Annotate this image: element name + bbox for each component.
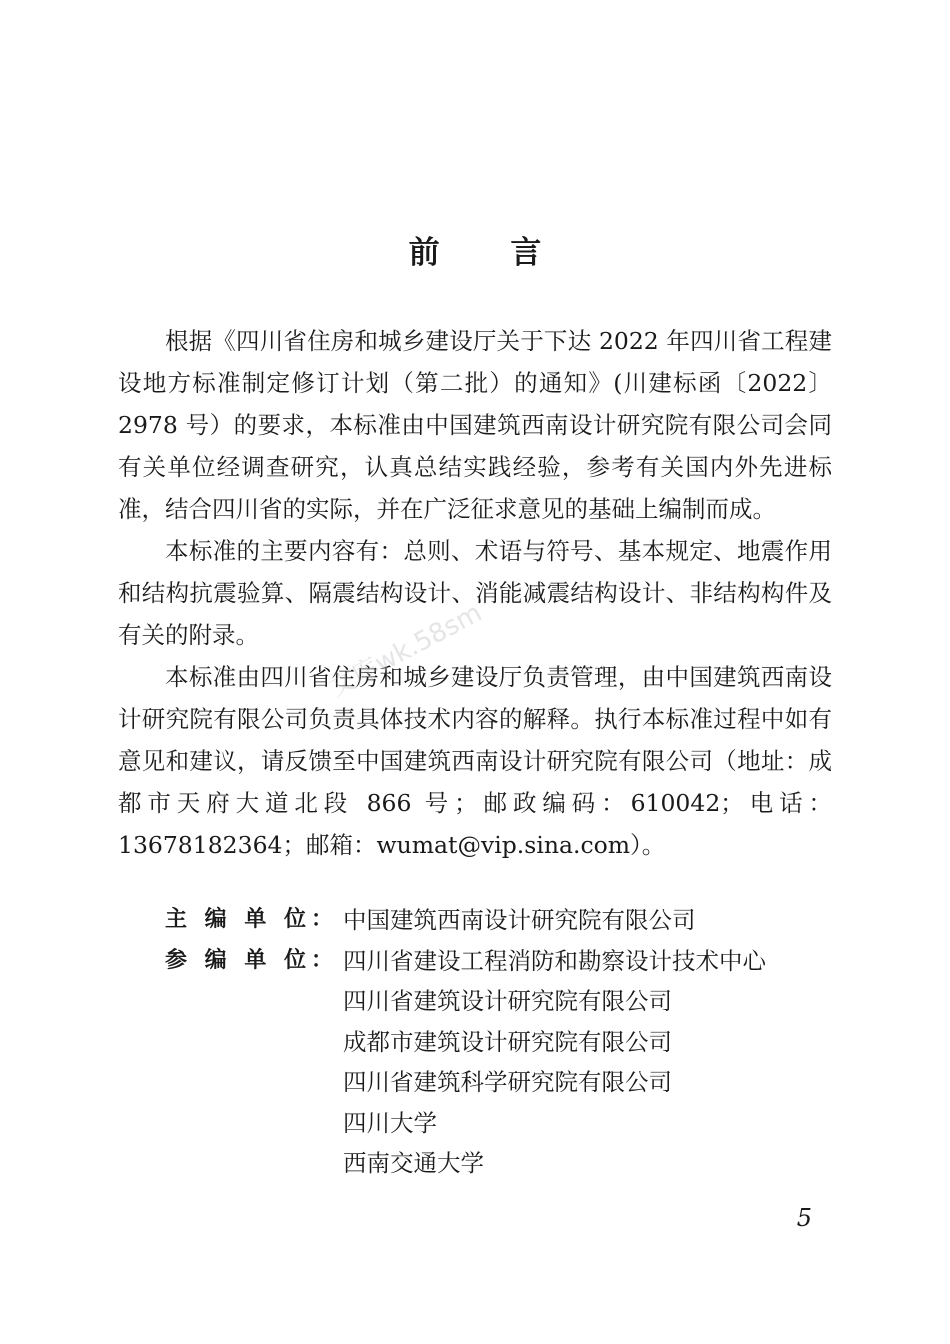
chief-editor-label: 主 编 单 位： <box>165 907 338 932</box>
paragraph-management: 本标准由四川省住房和城乡建设厅负责管理，由中国建筑西南设计研究院有限公司负责具体技术内容的解释。执行本标准过程中如有意见和建议，请反馈至中国建筑西南设计研究院有限公司（地址：成都市天府大道北段 866 号；邮政编码：610042；电话：13678182364；邮箱：wumat@vip.sina.com）。 <box>118 663 832 859</box>
participating-editor-unit: 成都市建筑设计研究院有限公司 <box>343 1027 672 1056</box>
participating-editor-unit: 四川省建筑科学研究院有限公司 <box>343 1068 672 1096</box>
paragraph-background: 根据《四川省住房和城乡建设厅关于下达 2022 年四川省工程建设地方标准制定修订计划（第二批）的通知》(川建标函〔2022〕2978 号）的要求，本标准由中国建筑西南设计研究院有限公司会同有关单位经调查研究，认真总结实践经验，参考有关国内外先进标准，结合四川省的实际，并在广泛征求意见的基础上编制而成。 <box>118 327 832 523</box>
chief-editor-row <box>118 900 832 941</box>
editing-units <box>118 900 832 1184</box>
participating-editors-row <box>118 941 832 1184</box>
chief-editor-unit: 中国建筑西南设计研究院有限公司 <box>343 906 696 934</box>
participating-editor-unit: 四川大学 <box>343 1108 437 1137</box>
participating-editors-units <box>343 941 832 1184</box>
page-title: 前 言 <box>408 235 572 271</box>
participating-editor-unit: 四川省建筑设计研究院有限公司 <box>343 987 672 1015</box>
paragraph-contents: 本标准的主要内容有：总则、术语与符号、基本规定、地震作用和结构抗震验算、隔震结构设计、消能减震结构设计、非结构构件及有关的附录。 <box>118 537 832 649</box>
watermark: 文库wk.58sm <box>323 597 487 704</box>
preface-body <box>118 320 832 866</box>
participating-editor-unit: 西南交通大学 <box>343 1149 484 1177</box>
participating-editor-unit: 四川省建设工程消防和勘察设计技术中心 <box>343 946 766 975</box>
participating-editors-label: 参 编 单 位： <box>165 947 338 973</box>
chief-editor-units <box>343 900 832 941</box>
page-number: 5 <box>796 1204 812 1232</box>
